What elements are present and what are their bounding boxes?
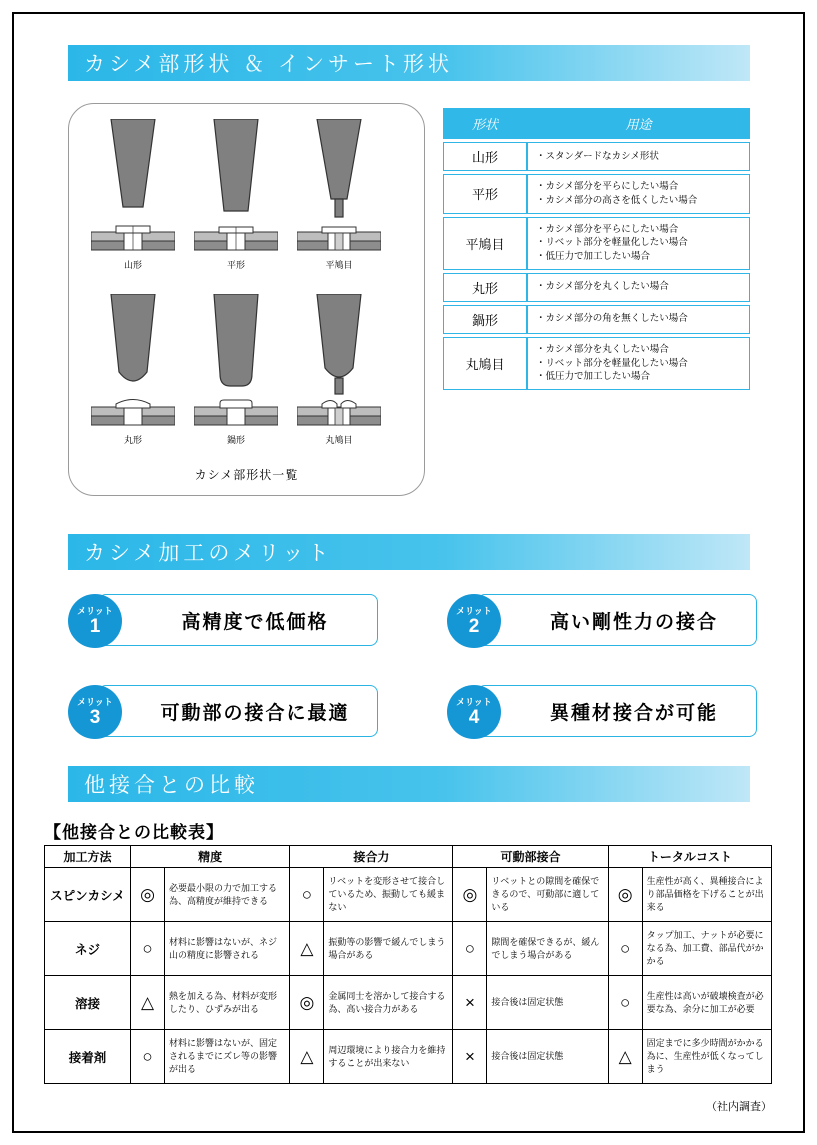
merit-box-2 — [477, 594, 757, 646]
usage-desc-5 — [527, 337, 750, 390]
usage-header-shape: 形状 — [471, 117, 498, 132]
shape-label-1: 平形 — [226, 260, 245, 270]
comparison-note-2-0: 熱を加える為、材料が変形したり、ひずみが出る — [165, 976, 290, 1030]
usage-line: ・スタンダードなカシメ形状 — [536, 150, 659, 162]
table-row — [45, 922, 772, 976]
usage-row — [443, 142, 750, 171]
comparison-mark-3-0: ○ — [131, 1030, 165, 1084]
merit-box-1 — [98, 594, 378, 646]
merit-badge-3 — [68, 685, 122, 739]
usage-desc-2 — [527, 217, 750, 270]
comparison-note-0-3: 生産性が高く、異種接合により部品価格を下げることが出来る — [642, 868, 771, 922]
usage-row — [443, 174, 750, 214]
comparison-method-3: 接着剤 — [45, 1030, 131, 1084]
comparison-note-1-2: 隙間を確保できるが、緩んでしまう場合がある — [487, 922, 608, 976]
comparison-header-2: 接合力 — [290, 846, 453, 868]
usage-header-usage: 用途 — [625, 117, 652, 132]
comparison-table — [44, 845, 772, 1084]
joint-nabegata — [194, 399, 278, 433]
usage-shape-4: 鍋形 — [443, 305, 527, 334]
merit-text-1: 高精度で低価格 — [181, 611, 329, 633]
comparison-mark-0-1: ○ — [290, 868, 324, 922]
merit-badge-label-2: メリット — [456, 605, 492, 616]
punch-tool-maruhatome — [311, 294, 367, 400]
usage-table-header — [443, 108, 750, 139]
merit-badge-number-2: 2 — [468, 615, 480, 637]
table-row — [45, 1030, 772, 1084]
comparison-mark-3-2: × — [453, 1030, 487, 1084]
usage-line: ・カシメ部分の高さを低くしたい場合 — [536, 194, 698, 206]
shape-label-4: 鍋形 — [226, 435, 245, 445]
joint-maruhatome — [297, 399, 381, 433]
section-header-merit — [68, 534, 750, 570]
merit-badge-1 — [68, 594, 122, 648]
comparison-table-title: 【他接合との比較表】 — [44, 823, 224, 842]
shape-panel-caption: カシメ部形状一覧 — [194, 468, 299, 482]
usage-desc-1 — [527, 174, 750, 214]
section-title-compare: 他接合との比較 — [84, 774, 259, 797]
comparison-note-0-0: 必要最小限の力で加工する為、高精度が維持できる — [165, 868, 290, 922]
joint-hirahatome — [297, 224, 381, 258]
usage-line: ・カシメ部分を平らにしたい場合 — [536, 181, 679, 192]
comparison-header-3: 可動部接合 — [453, 846, 608, 868]
usage-row — [443, 305, 750, 334]
comparison-note-1-1: 振動等の影響で緩んでしまう場合がある — [324, 922, 453, 976]
comparison-mark-1-0: ○ — [131, 922, 165, 976]
punch-tool-hirahatome — [311, 119, 367, 225]
comparison-note-1-0: 材料に影響はないが、ネジ山の精度に影響される — [165, 922, 290, 976]
section-header-shape — [68, 45, 750, 81]
merit-box-3 — [98, 685, 378, 737]
usage-shape-5: 丸鳩目 — [443, 337, 527, 390]
merit-text-3: 可動部の接合に最適 — [160, 702, 350, 724]
merit-badge-4 — [447, 685, 501, 739]
comparison-note-0-1: リベットを変形させて接合しているため、振動しても緩まない — [324, 868, 453, 922]
usage-row — [443, 217, 750, 270]
comparison-mark-1-3: ○ — [608, 922, 642, 976]
comparison-note-3-3: 固定までに多少時間がかかる為に、生産性が低くなってしまう — [642, 1030, 771, 1084]
comparison-mark-0-3: ◎ — [608, 868, 642, 922]
comparison-note-2-1: 金属同士を溶かして接合する為、高い接合力がある — [324, 976, 453, 1030]
merit-card-2 — [447, 594, 757, 646]
comparison-note-2-3: 生産性は高いが破壊検査が必要な為、余分に加工が必要 — [642, 976, 771, 1030]
comparison-note-3-0: 材料に影響はないが、固定されるまでにズレ等の影響が出る — [165, 1030, 290, 1084]
punch-tool-marugata — [105, 294, 161, 394]
usage-line: ・リベット部分を軽量化したい場合 — [536, 357, 688, 369]
joint-yamagata — [91, 224, 175, 258]
usage-desc-4 — [527, 305, 750, 334]
comparison-header-0: 加工方法 — [45, 846, 131, 868]
usage-row — [443, 273, 750, 302]
usage-row — [443, 337, 750, 390]
usage-shape-3: 丸形 — [443, 273, 527, 302]
usage-line: ・リベット部分を軽量化したい場合 — [536, 237, 688, 249]
usage-line: ・カシメ部分の角を無くしたい場合 — [536, 313, 688, 325]
table-row — [45, 868, 772, 922]
comparison-mark-1-2: ○ — [453, 922, 487, 976]
shape-label-5: 丸鳩目 — [325, 435, 353, 445]
comparison-mark-2-2: × — [453, 976, 487, 1030]
section-header-compare — [68, 766, 750, 802]
usage-desc-0 — [527, 142, 750, 171]
usage-line: ・カシメ部分を平らにしたい場合 — [536, 223, 679, 235]
merit-text-2: 高い剛性力の接合 — [549, 611, 718, 633]
comparison-note-0-2: リベットとの隙間を確保できるので、可動部に適している — [487, 868, 608, 922]
comparison-mark-2-0: △ — [131, 976, 165, 1030]
merit-card-1 — [68, 594, 378, 646]
merit-badge-label-4: メリット — [456, 696, 492, 707]
comparison-mark-2-3: ○ — [608, 976, 642, 1030]
comparison-method-0: スピンカシメ — [45, 868, 131, 922]
punch-tool-nabegata — [208, 294, 264, 394]
comparison-header-1: 精度 — [131, 846, 290, 868]
comparison-footnote: （社内調査） — [706, 1101, 772, 1113]
comparison-note-3-2: 接合後は固定状態 — [487, 1030, 608, 1084]
section-title-shape: カシメ部形状 ＆ インサート形状 — [84, 53, 454, 76]
merit-badge-label-1: メリット — [77, 605, 113, 616]
merit-badge-label-3: メリット — [77, 696, 113, 707]
comparison-mark-0-2: ◎ — [453, 868, 487, 922]
usage-line: ・低圧力で加工したい場合 — [536, 371, 651, 383]
merit-badge-number-1: 1 — [89, 615, 101, 637]
usage-desc-3 — [527, 273, 750, 302]
usage-shape-2: 平鳩目 — [443, 217, 527, 270]
comparison-note-3-1: 周辺環境により接合力を維持することが出来ない — [324, 1030, 453, 1084]
comparison-header-row — [45, 846, 772, 868]
comparison-mark-3-1: △ — [290, 1030, 324, 1084]
shape-label-2: 平鳩目 — [325, 260, 353, 270]
comparison-mark-0-0: ◎ — [131, 868, 165, 922]
usage-line: ・カシメ部分を丸くしたい場合 — [536, 281, 669, 293]
punch-tool-yamagata — [105, 119, 161, 219]
joint-marugata — [91, 399, 175, 433]
shape-label-3: 丸形 — [123, 435, 142, 445]
comparison-note-1-3: タップ加工、ナットが必要になる為、加工費、部品代がかかる — [642, 922, 771, 976]
merit-badge-2 — [447, 594, 501, 648]
usage-line: ・低圧力で加工したい場合 — [536, 251, 651, 263]
comparison-mark-2-1: ◎ — [290, 976, 324, 1030]
punch-tool-hiragata — [208, 119, 264, 219]
merit-card-3 — [68, 685, 378, 737]
merit-badge-number-4: 4 — [468, 706, 480, 728]
comparison-note-2-2: 接合後は固定状態 — [487, 976, 608, 1030]
usage-table — [443, 105, 750, 393]
comparison-mark-3-3: △ — [608, 1030, 642, 1084]
usage-shape-1: 平形 — [443, 174, 527, 214]
merit-box-4 — [477, 685, 757, 737]
table-row — [45, 976, 772, 1030]
shape-label-0: 山形 — [123, 260, 142, 270]
comparison-mark-1-1: △ — [290, 922, 324, 976]
comparison-method-2: 溶接 — [45, 976, 131, 1030]
section-title-merit: カシメ加工のメリット — [84, 542, 333, 565]
merit-text-4: 異種材接合が可能 — [549, 702, 718, 724]
merit-badge-number-3: 3 — [89, 706, 101, 728]
merit-card-4 — [447, 685, 757, 737]
comparison-method-1: ネジ — [45, 922, 131, 976]
comparison-header-4: トータルコスト — [608, 846, 771, 868]
shape-diagram-panel — [68, 103, 425, 496]
joint-hiragata — [194, 224, 278, 258]
usage-line: ・カシメ部分を丸くしたい場合 — [536, 343, 669, 355]
usage-shape-0: 山形 — [443, 142, 527, 171]
